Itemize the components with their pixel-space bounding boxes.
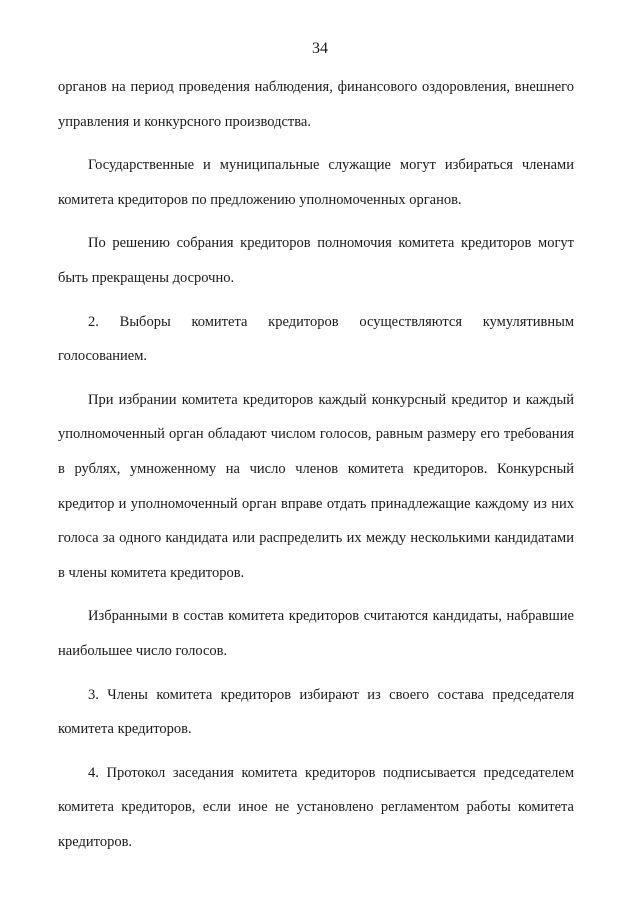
paragraph-continuation: органов на период проведения наблюдения, финансового оздоровления, внешнего управления и конкурсного производства. [58,79,574,130]
document-body [58,70,574,868]
paragraph-clause-2: 2. Выборы комитета кредиторов осуществляются кумулятивным голосованием. [58,313,574,365]
paragraph-civil-servants: Государственные и муниципальные служащие могут избираться членами комитета кредиторов по предложению уполномоченных органов. [58,157,574,208]
paragraph-elected-candidates: Избранными в состав комитета кредиторов считаются кандидаты, набравшие наибольшее число голосов. [58,608,574,659]
paragraph-cumulative-voting: При избрании комитета кредиторов каждый конкурсный кредитор и каждый уполномоченный орган обладают числом голосов, равным размеру его требования в рублях, умноженному на число членов комитета кредиторов. Конкурсный кредитор и уполномоченный орган вправе отдать принадлежащие каждому из них голоса за одного кандидата или распределить их между несколькими кандидатами в члены комитета кредиторов. [58,391,574,581]
page-number: 34 [312,40,328,57]
paragraph-clause-4: 4. Протокол заседания комитета кредиторов подписывается председателем комитета кредиторов, если иное не установлено регламентом работы комитета кредиторов. [58,764,574,850]
paragraph-clause-3: 3. Члены комитета кредиторов избирают из своего состава председателя комитета кредиторов. [58,686,574,738]
paragraph-early-termination: По решению собрания кредиторов полномочия комитета кредиторов могут быть прекращены досрочно. [58,235,574,286]
